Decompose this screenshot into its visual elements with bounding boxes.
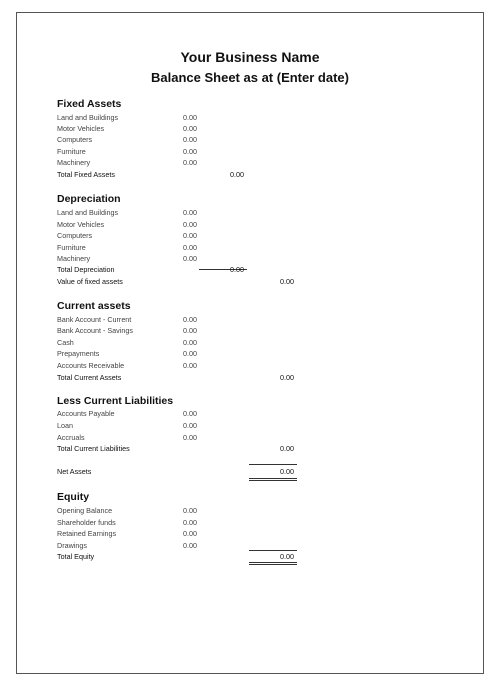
row-value: 0.00	[183, 135, 197, 144]
table-row	[57, 326, 317, 337]
net-assets-row	[57, 467, 317, 478]
total-label: Total Current Assets	[57, 373, 122, 382]
table-row	[57, 220, 317, 231]
row-label: Accounts Receivable	[57, 361, 125, 370]
total-label: Total Equity	[57, 552, 95, 561]
table-row	[57, 338, 317, 349]
row-value: 0.00	[183, 361, 197, 370]
total-value: 0.00	[280, 444, 294, 453]
table-row	[57, 421, 317, 432]
row-value: 0.00	[183, 326, 197, 335]
row-label: Furniture	[57, 147, 86, 156]
table-row	[57, 433, 317, 444]
balance-sheet-page	[16, 12, 484, 674]
row-value: 0.00	[183, 243, 197, 252]
net-fixed-assets-label: Value of fixed assets	[57, 277, 123, 286]
row-label: Motor Vehicles	[57, 220, 105, 229]
equity-heading: Equity	[57, 491, 90, 503]
table-row	[57, 231, 317, 242]
business-name: Your Business Name	[180, 49, 320, 65]
row-value: 0.00	[183, 124, 197, 133]
table-row	[57, 315, 317, 326]
row-label: Motor Vehicles	[57, 124, 105, 133]
row-label: Machinery	[57, 158, 91, 167]
table-row	[57, 124, 317, 135]
table-row	[57, 361, 317, 372]
row-label: Land and Buildings	[57, 208, 119, 217]
row-value: 0.00	[183, 349, 197, 358]
row-label: Drawings	[57, 541, 87, 550]
row-label: Accruals	[57, 433, 85, 442]
row-value: 0.00	[183, 421, 197, 430]
equity-double-rule-1	[249, 562, 297, 563]
row-label: Accounts Payable	[57, 409, 115, 418]
row-value: 0.00	[183, 409, 197, 418]
net-assets-double-rule-1	[249, 478, 297, 479]
total-row	[57, 265, 317, 276]
table-row	[57, 529, 317, 540]
total-value: 0.00	[280, 552, 294, 561]
table-row	[57, 254, 317, 265]
row-label: Computers	[57, 135, 93, 144]
row-value: 0.00	[183, 147, 197, 156]
table-row	[57, 409, 317, 420]
row-label: Opening Balance	[57, 506, 113, 515]
current-liabilities-heading: Less Current Liabilities	[57, 395, 174, 407]
table-row	[57, 506, 317, 517]
row-value: 0.00	[183, 113, 197, 122]
row-value: 0.00	[183, 315, 197, 324]
total-row	[57, 170, 317, 181]
equity-top-rule	[249, 550, 297, 551]
table-row	[57, 243, 317, 254]
row-label: Bank Account - Current	[57, 315, 132, 324]
row-value: 0.00	[183, 231, 197, 240]
row-value: 0.00	[183, 433, 197, 442]
row-label: Cash	[57, 338, 74, 347]
row-value: 0.00	[183, 518, 197, 527]
row-value: 0.00	[183, 541, 197, 550]
row-label: Retained Earnings	[57, 529, 117, 538]
depreciation-heading: Depreciation	[57, 193, 121, 205]
net-assets-top-rule	[249, 464, 297, 465]
table-row	[57, 349, 317, 360]
row-label: Loan	[57, 421, 73, 430]
total-label: Total Fixed Assets	[57, 170, 115, 179]
table-row	[57, 518, 317, 529]
row-label: Land and Buildings	[57, 113, 119, 122]
total-value: 0.00	[280, 373, 294, 382]
row-label: Machinery	[57, 254, 91, 263]
row-value: 0.00	[183, 529, 197, 538]
row-value: 0.00	[183, 506, 197, 515]
net-fixed-assets-row	[57, 277, 317, 288]
row-value: 0.00	[183, 220, 197, 229]
row-label: Furniture	[57, 243, 86, 252]
total-row	[57, 444, 317, 455]
net-assets-value: 0.00	[280, 467, 294, 476]
row-label: Bank Account - Savings	[57, 326, 133, 335]
row-value: 0.00	[183, 158, 197, 167]
row-value: 0.00	[183, 338, 197, 347]
table-row	[57, 208, 317, 219]
row-label: Prepayments	[57, 349, 100, 358]
equity-double-rule-2	[249, 564, 297, 565]
net-assets-label: Net Assets	[57, 467, 92, 476]
row-label: Computers	[57, 231, 93, 240]
net-assets-double-rule-2	[249, 480, 297, 481]
total-value: 0.00	[230, 265, 244, 274]
sheet-subtitle: Balance Sheet as at (Enter date)	[151, 70, 349, 85]
table-row	[57, 135, 317, 146]
total-label: Total Depreciation	[57, 265, 115, 274]
fixed-assets-heading: Fixed Assets	[57, 98, 122, 110]
table-row	[57, 147, 317, 158]
row-value: 0.00	[183, 254, 197, 263]
table-row	[57, 113, 317, 124]
net-fixed-assets-value: 0.00	[280, 277, 294, 286]
row-label: Shareholder funds	[57, 518, 116, 527]
table-row	[57, 158, 317, 169]
total-label: Total Current Liabilities	[57, 444, 130, 453]
total-row	[57, 373, 317, 384]
total-value: 0.00	[230, 170, 244, 179]
row-value: 0.00	[183, 208, 197, 217]
current-assets-heading: Current assets	[57, 300, 131, 312]
